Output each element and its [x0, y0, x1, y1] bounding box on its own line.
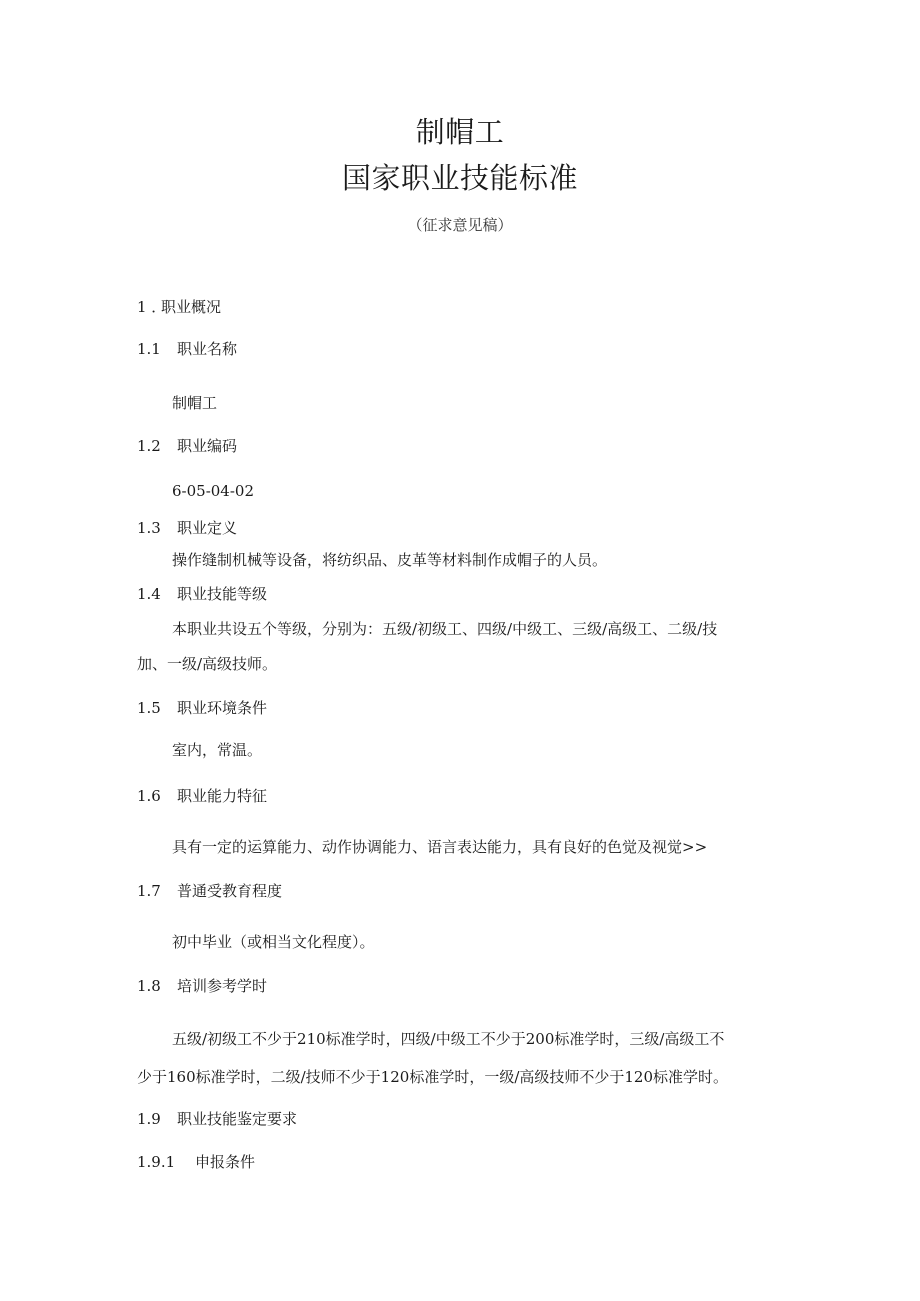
- section-label: 职业能力特征: [177, 787, 268, 805]
- section-number: 1.9: [137, 1110, 161, 1128]
- section-heading-1: [137, 296, 221, 318]
- section-number: 1.2: [137, 437, 161, 455]
- section-heading-1-1: [137, 338, 237, 360]
- section-heading-1-3: [137, 517, 237, 539]
- section-content-1-4-line2: 加、一级/高级技师。: [137, 655, 278, 673]
- section-number: 1.1: [137, 340, 161, 358]
- section-content-1-5: 室内，常温。: [172, 741, 263, 759]
- section-content-1-8-line2: 少于160标准学时，二级/技师不少于120标准学时，一级/高级技师不少于120标准学时。: [137, 1068, 729, 1086]
- section-number: 1.5: [137, 699, 161, 717]
- section-label: 培训参考学时: [177, 977, 268, 995]
- section-label: 职业概况: [161, 298, 222, 316]
- section-heading-1-2: [137, 435, 237, 457]
- section-number: 1.3: [137, 519, 161, 537]
- section-label: 职业技能鉴定要求: [177, 1110, 298, 1128]
- section-heading-1-8: [137, 975, 267, 997]
- section-number: 1.6: [137, 787, 161, 805]
- section-label: 职业名称: [177, 340, 238, 358]
- section-heading-1-5: [137, 697, 267, 719]
- section-content-1-4-line1: 本职业共设五个等级，分别为：五级/初级工、四级/中级工、三级/高级工、二级/技: [172, 620, 718, 638]
- document-title-line2: 国家职业技能标准: [341, 161, 578, 195]
- section-number: 1.8: [137, 977, 161, 995]
- section-label: 申报条件: [195, 1153, 256, 1171]
- section-content-1-3: 操作缝制机械等设备，将纺织品、皮革等材料制作成帽子的人员。: [172, 551, 608, 569]
- section-label: 职业技能等级: [177, 585, 268, 603]
- section-heading-1-6: [137, 785, 267, 807]
- section-content-1-1: 制帽工: [172, 394, 218, 412]
- section-label: 职业定义: [177, 519, 238, 537]
- section-number: 1 ．: [137, 298, 167, 316]
- section-content-1-8-line1: 五级/初级工不少于210标准学时，四级/中级工不少于200标准学时，三级/高级工不: [172, 1030, 725, 1048]
- section-label: 普通受教育程度: [177, 882, 283, 900]
- section-heading-1-9-1: [137, 1151, 255, 1173]
- section-number: 1.7: [137, 882, 161, 900]
- section-label: 职业编码: [177, 437, 238, 455]
- section-content-1-7: 初中毕业（或相当文化程度）。: [172, 933, 375, 951]
- section-content-1-6: 具有一定的运算能力、动作协调能力、语言表达能力，具有良好的色觉及视觉>>: [172, 838, 708, 856]
- section-heading-1-7: [137, 880, 282, 902]
- section-heading-1-4: [137, 583, 267, 605]
- document-title-line1: 制帽工: [415, 115, 505, 149]
- section-number: 1.4: [137, 585, 161, 603]
- section-content-1-2: 6-05-04-02: [172, 482, 255, 500]
- section-heading-1-9: [137, 1108, 297, 1130]
- section-number: 1.9.1: [137, 1153, 176, 1171]
- document-subtitle: （征求意见稿）: [407, 216, 513, 234]
- section-label: 职业环境条件: [177, 699, 268, 717]
